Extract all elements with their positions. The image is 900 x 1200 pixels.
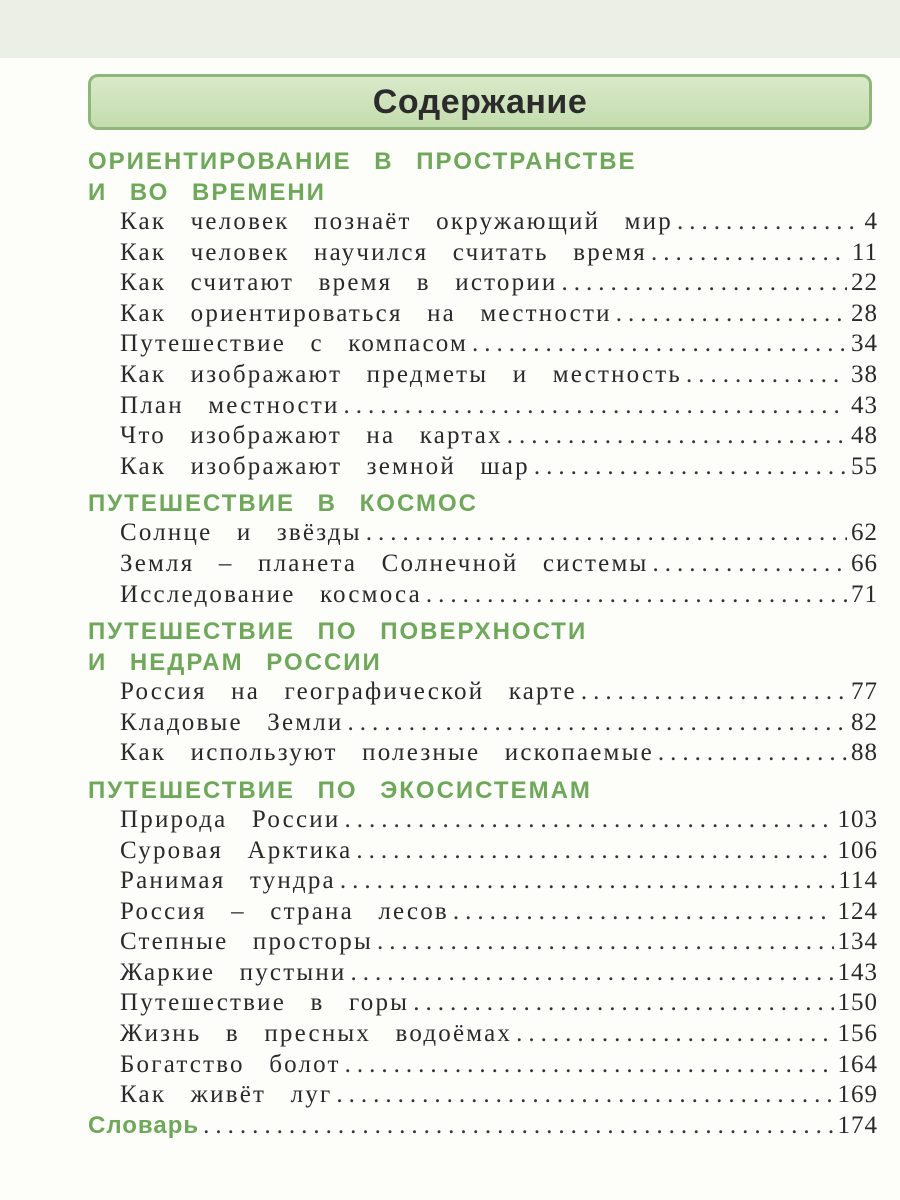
dot-leader [366, 519, 847, 547]
section-heading: ПУТЕШЕСТВИЕ В КОСМОС [88, 490, 478, 518]
toc-entry[interactable] [88, 581, 878, 612]
toc-page-number: 82 [851, 708, 878, 736]
toc-entry[interactable] [88, 208, 878, 239]
toc-entry[interactable] [88, 361, 878, 392]
toc-page-number: 88 [851, 739, 878, 767]
toc-entry[interactable] [88, 867, 878, 898]
toc-entry-label: Путешествие в горы [120, 989, 410, 1017]
toc-entry-label: Как изображают предметы и местность [120, 360, 683, 388]
toc-page-number: 106 [837, 836, 878, 864]
dot-leader [336, 1081, 833, 1109]
dot-leader [651, 239, 848, 267]
toc-entry[interactable] [88, 989, 878, 1020]
toc-entry[interactable] [88, 392, 878, 423]
toc-entry[interactable] [88, 739, 878, 770]
toc-page-number: 66 [851, 549, 878, 577]
dot-leader [413, 989, 833, 1017]
toc-entry-label: Жизнь в пресных водоёмах [120, 1020, 513, 1048]
contents-title: Содержание [372, 82, 588, 121]
toc-entry-label: Жаркие пустыни [120, 958, 347, 986]
dot-leader [581, 678, 847, 706]
dot-leader [351, 959, 834, 987]
toc-entry-label: Как используют полезные ископаемые [120, 739, 654, 767]
toc-entry[interactable] [88, 300, 878, 331]
toc-entry-label: Что изображают на картах [120, 422, 503, 450]
toc-entry[interactable] [88, 678, 878, 709]
toc-page-number: 174 [837, 1111, 878, 1139]
toc-entry-label: Степные просторы [120, 928, 373, 956]
toc-entry[interactable] [88, 550, 878, 581]
toc-entry[interactable] [88, 269, 878, 300]
dot-leader [652, 550, 847, 578]
toc-entry[interactable] [88, 837, 878, 868]
toc-page-number: 34 [851, 330, 878, 358]
toc-entry-label: Как изображают земной шар [120, 452, 530, 480]
toc-entry-label: Суровая Арктика [120, 836, 353, 864]
dot-leader [686, 361, 847, 389]
glossary-label: Словарь [88, 1111, 200, 1139]
toc-page-number: 114 [838, 867, 878, 895]
toc-page-number: 103 [837, 805, 878, 833]
toc-entry-label: План местности [120, 391, 340, 419]
dot-leader [348, 709, 847, 737]
table-of-contents [88, 144, 878, 1142]
toc-page-number: 22 [851, 269, 878, 297]
dot-leader [507, 422, 847, 450]
toc-entry[interactable] [88, 453, 878, 484]
toc-entry-label: Как человек познаёт окружающий мир [120, 208, 673, 235]
dot-leader [677, 208, 861, 236]
toc-entry[interactable] [88, 330, 878, 361]
toc-entry-label: Путешествие с компасом [120, 330, 468, 358]
toc-entry-label: Земля – планета Солнечной системы [120, 549, 649, 577]
contents-title-box [88, 74, 872, 130]
toc-entry-label: Как живёт луг [120, 1081, 333, 1109]
toc-entry[interactable] [88, 519, 878, 550]
dot-leader [340, 867, 835, 895]
toc-entry[interactable] [88, 422, 878, 453]
toc-page-number: 124 [837, 897, 878, 925]
toc-page-number: 71 [851, 580, 878, 608]
toc-entry[interactable] [88, 928, 878, 959]
toc-entry-label: Солнце и звёзды [120, 519, 362, 547]
toc-page-number: 38 [851, 360, 878, 388]
toc-entry-glossary[interactable] [88, 1112, 878, 1143]
toc-page-number: 55 [851, 452, 878, 480]
dot-leader [616, 300, 847, 328]
toc-page-number: 43 [851, 391, 878, 419]
dot-leader [344, 806, 833, 834]
toc-page-number: 48 [851, 422, 878, 450]
toc-entry-label: Как считают время в истории [120, 269, 558, 297]
dot-leader [345, 1051, 834, 1079]
dot-leader [562, 269, 848, 297]
dot-leader [356, 837, 833, 865]
dot-leader [203, 1112, 833, 1140]
toc-page-number: 28 [851, 299, 878, 327]
toc-page-number: 164 [837, 1050, 878, 1078]
dot-leader [534, 453, 847, 481]
section-heading: И ВО ВРЕМЕНИ [88, 179, 326, 206]
toc-entry-label: Исследование космоса [120, 580, 422, 608]
dot-leader [344, 392, 847, 420]
toc-entry[interactable] [88, 806, 878, 837]
toc-page-number: 62 [851, 519, 878, 547]
toc-entry-label: Ранимая тундра [120, 867, 336, 895]
toc-page-number: 150 [837, 989, 878, 1017]
section-heading: ОРИЕНТИРОВАНИЕ В ПРОСТРАНСТВЕ [88, 148, 637, 175]
toc-entry-label: Кладовые Земли [120, 708, 344, 736]
toc-entry[interactable] [88, 1020, 878, 1051]
toc-page-number: 156 [837, 1020, 878, 1048]
dot-leader [453, 898, 834, 926]
toc-page-number: 169 [837, 1081, 878, 1109]
toc-page-number: 77 [851, 678, 878, 706]
section-heading: И НЕДРАМ РОССИИ [88, 649, 382, 677]
toc-entry-label: Россия на географической карте [120, 678, 577, 706]
section-heading: ПУТЕШЕСТВИЕ ПО ЭКОСИСТЕМАМ [88, 776, 592, 804]
toc-entry-label: Природа России [120, 805, 341, 833]
toc-entry-label: Россия – страна лесов [120, 897, 449, 925]
toc-entry-label: Как человек научился считать время [120, 238, 647, 266]
section-heading: ПУТЕШЕСТВИЕ ПО ПОВЕРХНОСТИ [88, 618, 588, 646]
dot-leader [516, 1020, 833, 1048]
toc-page-number: 4 [864, 208, 878, 235]
dot-leader [426, 581, 847, 609]
toc-entry[interactable] [88, 1081, 878, 1112]
toc-page-number: 134 [837, 928, 878, 956]
dot-leader [472, 330, 847, 358]
toc-entry-label: Богатство болот [120, 1050, 341, 1078]
dot-leader [377, 928, 834, 956]
toc-entry[interactable] [88, 239, 878, 270]
toc-page-number: 11 [851, 238, 878, 266]
toc-page-number: 143 [837, 958, 878, 986]
toc-entry[interactable] [88, 898, 878, 929]
toc-entry[interactable] [88, 1051, 878, 1082]
toc-entry[interactable] [88, 709, 878, 740]
dot-leader [658, 739, 847, 767]
toc-entry[interactable] [88, 959, 878, 990]
toc-entry-label: Как ориентироваться на местности [120, 299, 612, 327]
